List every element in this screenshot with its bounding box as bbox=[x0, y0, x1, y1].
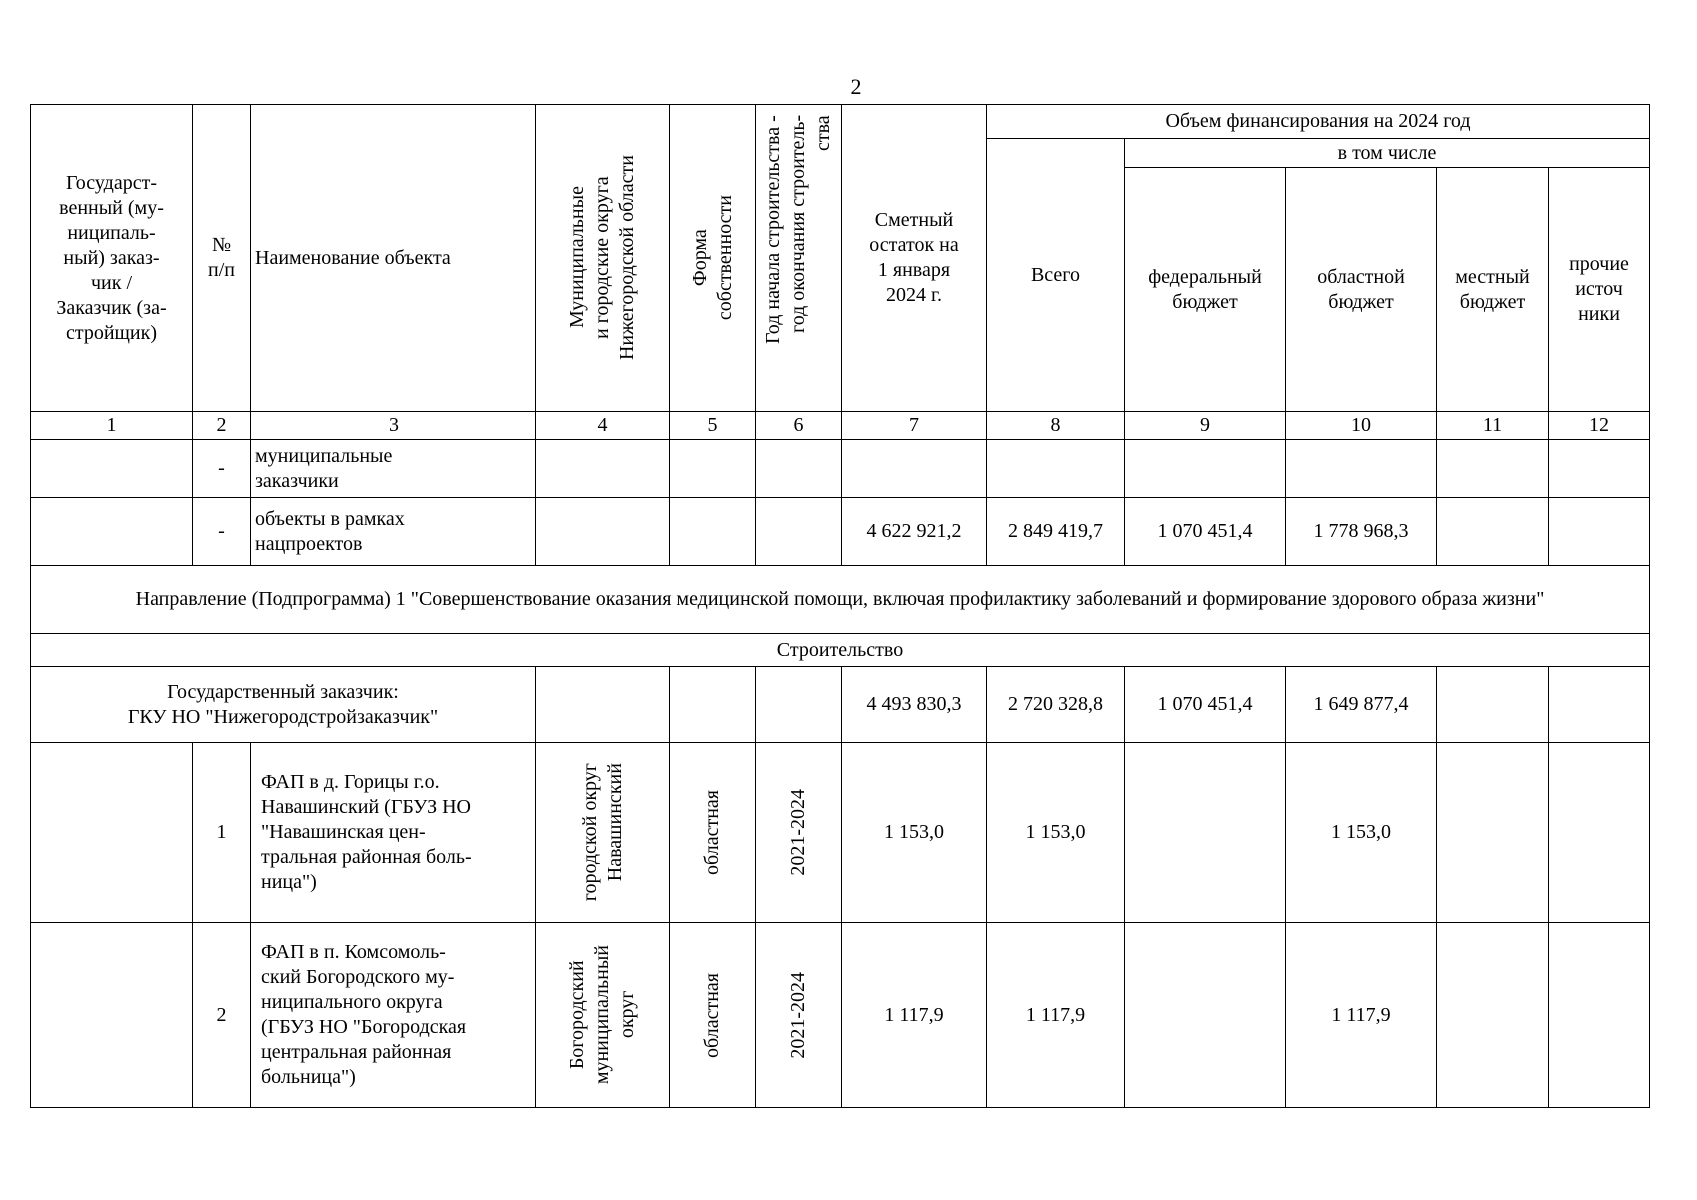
header-federal: федеральный бюджет bbox=[1125, 168, 1286, 412]
column-number: 1 bbox=[31, 412, 193, 440]
table-cell bbox=[1549, 498, 1650, 566]
object-row bbox=[31, 923, 1650, 1108]
row-name: муниципальные заказчики bbox=[251, 440, 536, 498]
table-cell bbox=[31, 743, 193, 923]
table-cell bbox=[756, 667, 842, 743]
column-numbers-row bbox=[31, 412, 1650, 440]
header-ownership bbox=[670, 105, 756, 412]
header-funding: Объем финансирования на 2024 год bbox=[987, 105, 1650, 139]
object-municipality-text: Богородский муниципальный округ bbox=[566, 945, 638, 1085]
direction-title: Направление (Подпрограмма) 1 "Совершенствование оказания медицинской помощи, включая профилактику заболеваний и формирование здорового образа жизни" bbox=[31, 566, 1650, 634]
table-cell bbox=[31, 440, 193, 498]
header-customer: Государст- венный (му- ниципаль- ный) заказ- чик / Заказчик (за- стройщик) bbox=[31, 105, 193, 412]
object-ownership bbox=[670, 743, 756, 923]
table-cell bbox=[536, 498, 670, 566]
row-estimate: 4 622 921,2 bbox=[842, 498, 987, 566]
header-total: Всего bbox=[987, 139, 1125, 412]
header-municipality bbox=[536, 105, 670, 412]
object-total: 1 117,9 bbox=[987, 923, 1125, 1108]
header-municipality-text: Муниципальные и городские округа Нижегородской области bbox=[566, 155, 638, 361]
column-number: 8 bbox=[987, 412, 1125, 440]
header-other: прочие источ ники bbox=[1549, 168, 1650, 412]
customer-estimate: 4 493 830,3 bbox=[842, 667, 987, 743]
object-years bbox=[756, 923, 842, 1108]
object-name: ФАП в п. Комсомоль- ский Богородского му- ниципального округа (ГБУЗ НО "Богородская центральная районная больница") bbox=[251, 923, 536, 1108]
table-cell bbox=[1437, 498, 1549, 566]
header-local: местный бюджет bbox=[1437, 168, 1549, 412]
column-number: 11 bbox=[1437, 412, 1549, 440]
header-including: в том числе bbox=[1125, 139, 1650, 168]
table-cell bbox=[1549, 667, 1650, 743]
row-federal bbox=[1125, 440, 1286, 498]
object-estimate: 1 117,9 bbox=[842, 923, 987, 1108]
table-cell bbox=[756, 440, 842, 498]
header-years-text: Год начала строительства - год окончания строитель- ства bbox=[762, 115, 834, 344]
header-object-name: Наименование объекта bbox=[251, 105, 536, 412]
row-total bbox=[987, 440, 1125, 498]
column-number: 7 bbox=[842, 412, 987, 440]
table-cell bbox=[670, 440, 756, 498]
object-num: 2 bbox=[193, 923, 251, 1108]
column-number: 10 bbox=[1286, 412, 1437, 440]
table-cell bbox=[1549, 440, 1650, 498]
object-ownership-text: областная bbox=[701, 790, 723, 875]
column-number: 2 bbox=[193, 412, 251, 440]
object-row bbox=[31, 743, 1650, 923]
row-num: - bbox=[193, 440, 251, 498]
table-cell bbox=[1437, 743, 1549, 923]
object-regional: 1 117,9 bbox=[1286, 923, 1437, 1108]
table-cell bbox=[1125, 743, 1286, 923]
customer-row bbox=[31, 667, 1650, 743]
table-cell bbox=[756, 498, 842, 566]
object-municipality bbox=[536, 743, 670, 923]
object-total: 1 153,0 bbox=[987, 743, 1125, 923]
section-row bbox=[31, 634, 1650, 667]
row-federal: 1 070 451,4 bbox=[1125, 498, 1286, 566]
table-cell bbox=[1549, 923, 1650, 1108]
column-number: 12 bbox=[1549, 412, 1650, 440]
object-num: 1 bbox=[193, 743, 251, 923]
table-cell bbox=[1437, 923, 1549, 1108]
table-cell bbox=[1549, 743, 1650, 923]
customer-federal: 1 070 451,4 bbox=[1125, 667, 1286, 743]
header-row-1 bbox=[31, 105, 1650, 139]
row-num: - bbox=[193, 498, 251, 566]
row-name: объекты в рамках нацпроектов bbox=[251, 498, 536, 566]
object-years bbox=[756, 743, 842, 923]
table-row bbox=[31, 440, 1650, 498]
direction-row bbox=[31, 566, 1650, 634]
column-number: 6 bbox=[756, 412, 842, 440]
column-number: 3 bbox=[251, 412, 536, 440]
object-name: ФАП в д. Горицы г.о. Навашинский (ГБУЗ НО "Навашинская цен- тральная районная боль- ница") bbox=[251, 743, 536, 923]
page-number: 2 bbox=[850, 74, 862, 99]
row-total: 2 849 419,7 bbox=[987, 498, 1125, 566]
object-years-text: 2021-2024 bbox=[787, 971, 809, 1059]
table-cell bbox=[31, 923, 193, 1108]
header-years bbox=[756, 105, 842, 412]
customer-name: Государственный заказчик: ГКУ НО "Нижегородстройзаказчик" bbox=[31, 667, 536, 743]
customer-regional: 1 649 877,4 bbox=[1286, 667, 1437, 743]
table-cell bbox=[31, 498, 193, 566]
table-row bbox=[31, 498, 1650, 566]
table-cell bbox=[670, 667, 756, 743]
row-regional bbox=[1286, 440, 1437, 498]
table-cell bbox=[1437, 440, 1549, 498]
section-title: Строительство bbox=[31, 634, 1650, 667]
object-municipality-text: городской округ Навашинский bbox=[578, 763, 626, 902]
row-regional: 1 778 968,3 bbox=[1286, 498, 1437, 566]
object-regional: 1 153,0 bbox=[1286, 743, 1437, 923]
table-cell bbox=[670, 498, 756, 566]
header-num: № п/п bbox=[193, 105, 251, 412]
table-cell bbox=[1437, 667, 1549, 743]
table-cell bbox=[536, 440, 670, 498]
column-number: 9 bbox=[1125, 412, 1286, 440]
header-ownership-text: Форма собственности bbox=[688, 195, 736, 321]
object-municipality bbox=[536, 923, 670, 1108]
column-number: 5 bbox=[670, 412, 756, 440]
object-ownership bbox=[670, 923, 756, 1108]
table-cell bbox=[536, 667, 670, 743]
object-estimate: 1 153,0 bbox=[842, 743, 987, 923]
customer-total: 2 720 328,8 bbox=[987, 667, 1125, 743]
object-ownership-text: областная bbox=[701, 972, 723, 1058]
financing-table bbox=[30, 104, 1650, 1108]
row-estimate bbox=[842, 440, 987, 498]
header-regional: областной бюджет bbox=[1286, 168, 1437, 412]
object-years-text: 2021-2024 bbox=[787, 789, 809, 876]
header-estimate: Сметный остаток на 1 января 2024 г. bbox=[842, 105, 987, 412]
column-number: 4 bbox=[536, 412, 670, 440]
table-cell bbox=[1125, 923, 1286, 1108]
